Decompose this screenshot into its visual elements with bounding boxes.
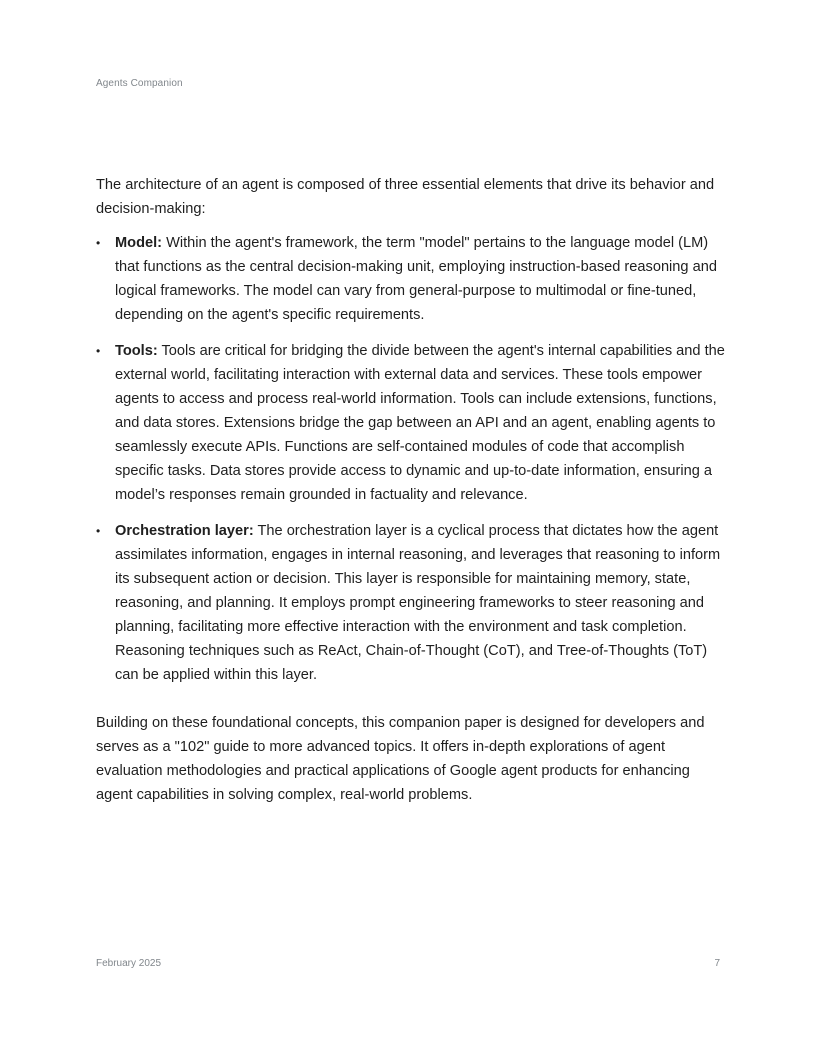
bullet-icon: •: [96, 524, 101, 538]
list-item-tools: [96, 339, 726, 507]
definition-model: Within the agent's framework, the term "model" pertains to the language model (LM) that functions as the central decision-making unit, employing instruction-based reasoning and logical frameworks. The model can vary from general-purpose to multimodal or fine-tuned, depending on the agent's specific requirements.: [115, 235, 717, 323]
running-header: Agents Companion: [96, 78, 183, 89]
definition-tools: Tools are critical for bridging the divide between the agent's internal capabilities and the external world, facilitating interaction with external data and services. These tools empower agents to access and process real-world information. Tools can include extensions, functions, and data stores. Extensions bridge the gap between an API and an agent, enabling agents to seamlessly execute APIs. Functions are self-contained modules of code that accomplish specific tasks. Data stores provide access to dynamic and up-to-date information, ensuring a model’s responses remain grounded in factuality and relevance.: [115, 343, 725, 503]
page-body: [96, 173, 726, 807]
bullet-icon: •: [96, 236, 101, 250]
list-item-model: [96, 231, 726, 327]
term-orchestration: Orchestration layer:: [115, 523, 254, 539]
term-model: Model:: [115, 235, 163, 251]
page-number: 7: [714, 958, 720, 969]
list-item-orchestration: [96, 519, 726, 687]
closing-paragraph: Building on these foundational concepts, this companion paper is designed for developers and serves as a "102" guide to more advanced topics. It offers in-depth explorations of agent evaluation methodologies and practical applications of Google agent products for enhancing agent capabilities in solving complex, real-world problems.: [96, 715, 705, 803]
term-tools: Tools:: [115, 343, 158, 359]
definition-orchestration: The orchestration layer is a cyclical process that dictates how the agent assimilates information, engages in internal reasoning, and leverages that reasoning to inform its subsequent action or decision. This layer is responsible for maintaining memory, state, reasoning, and planning. It employs prompt engineering frameworks to steer reasoning and planning, facilitating more effective interaction with the environment and task completion. Reasoning techniques such as ReAct, Chain-of-Thought (CoT), and Tree-of-Thoughts (ToT) can be applied within this layer.: [115, 523, 721, 683]
agent-elements-list: [96, 231, 726, 687]
footer-date: February 2025: [96, 958, 162, 969]
bullet-icon: •: [96, 344, 101, 358]
running-footer: [96, 958, 720, 969]
intro-paragraph: The architecture of an agent is composed of three essential elements that drive its behavior and decision-making:: [96, 177, 715, 217]
